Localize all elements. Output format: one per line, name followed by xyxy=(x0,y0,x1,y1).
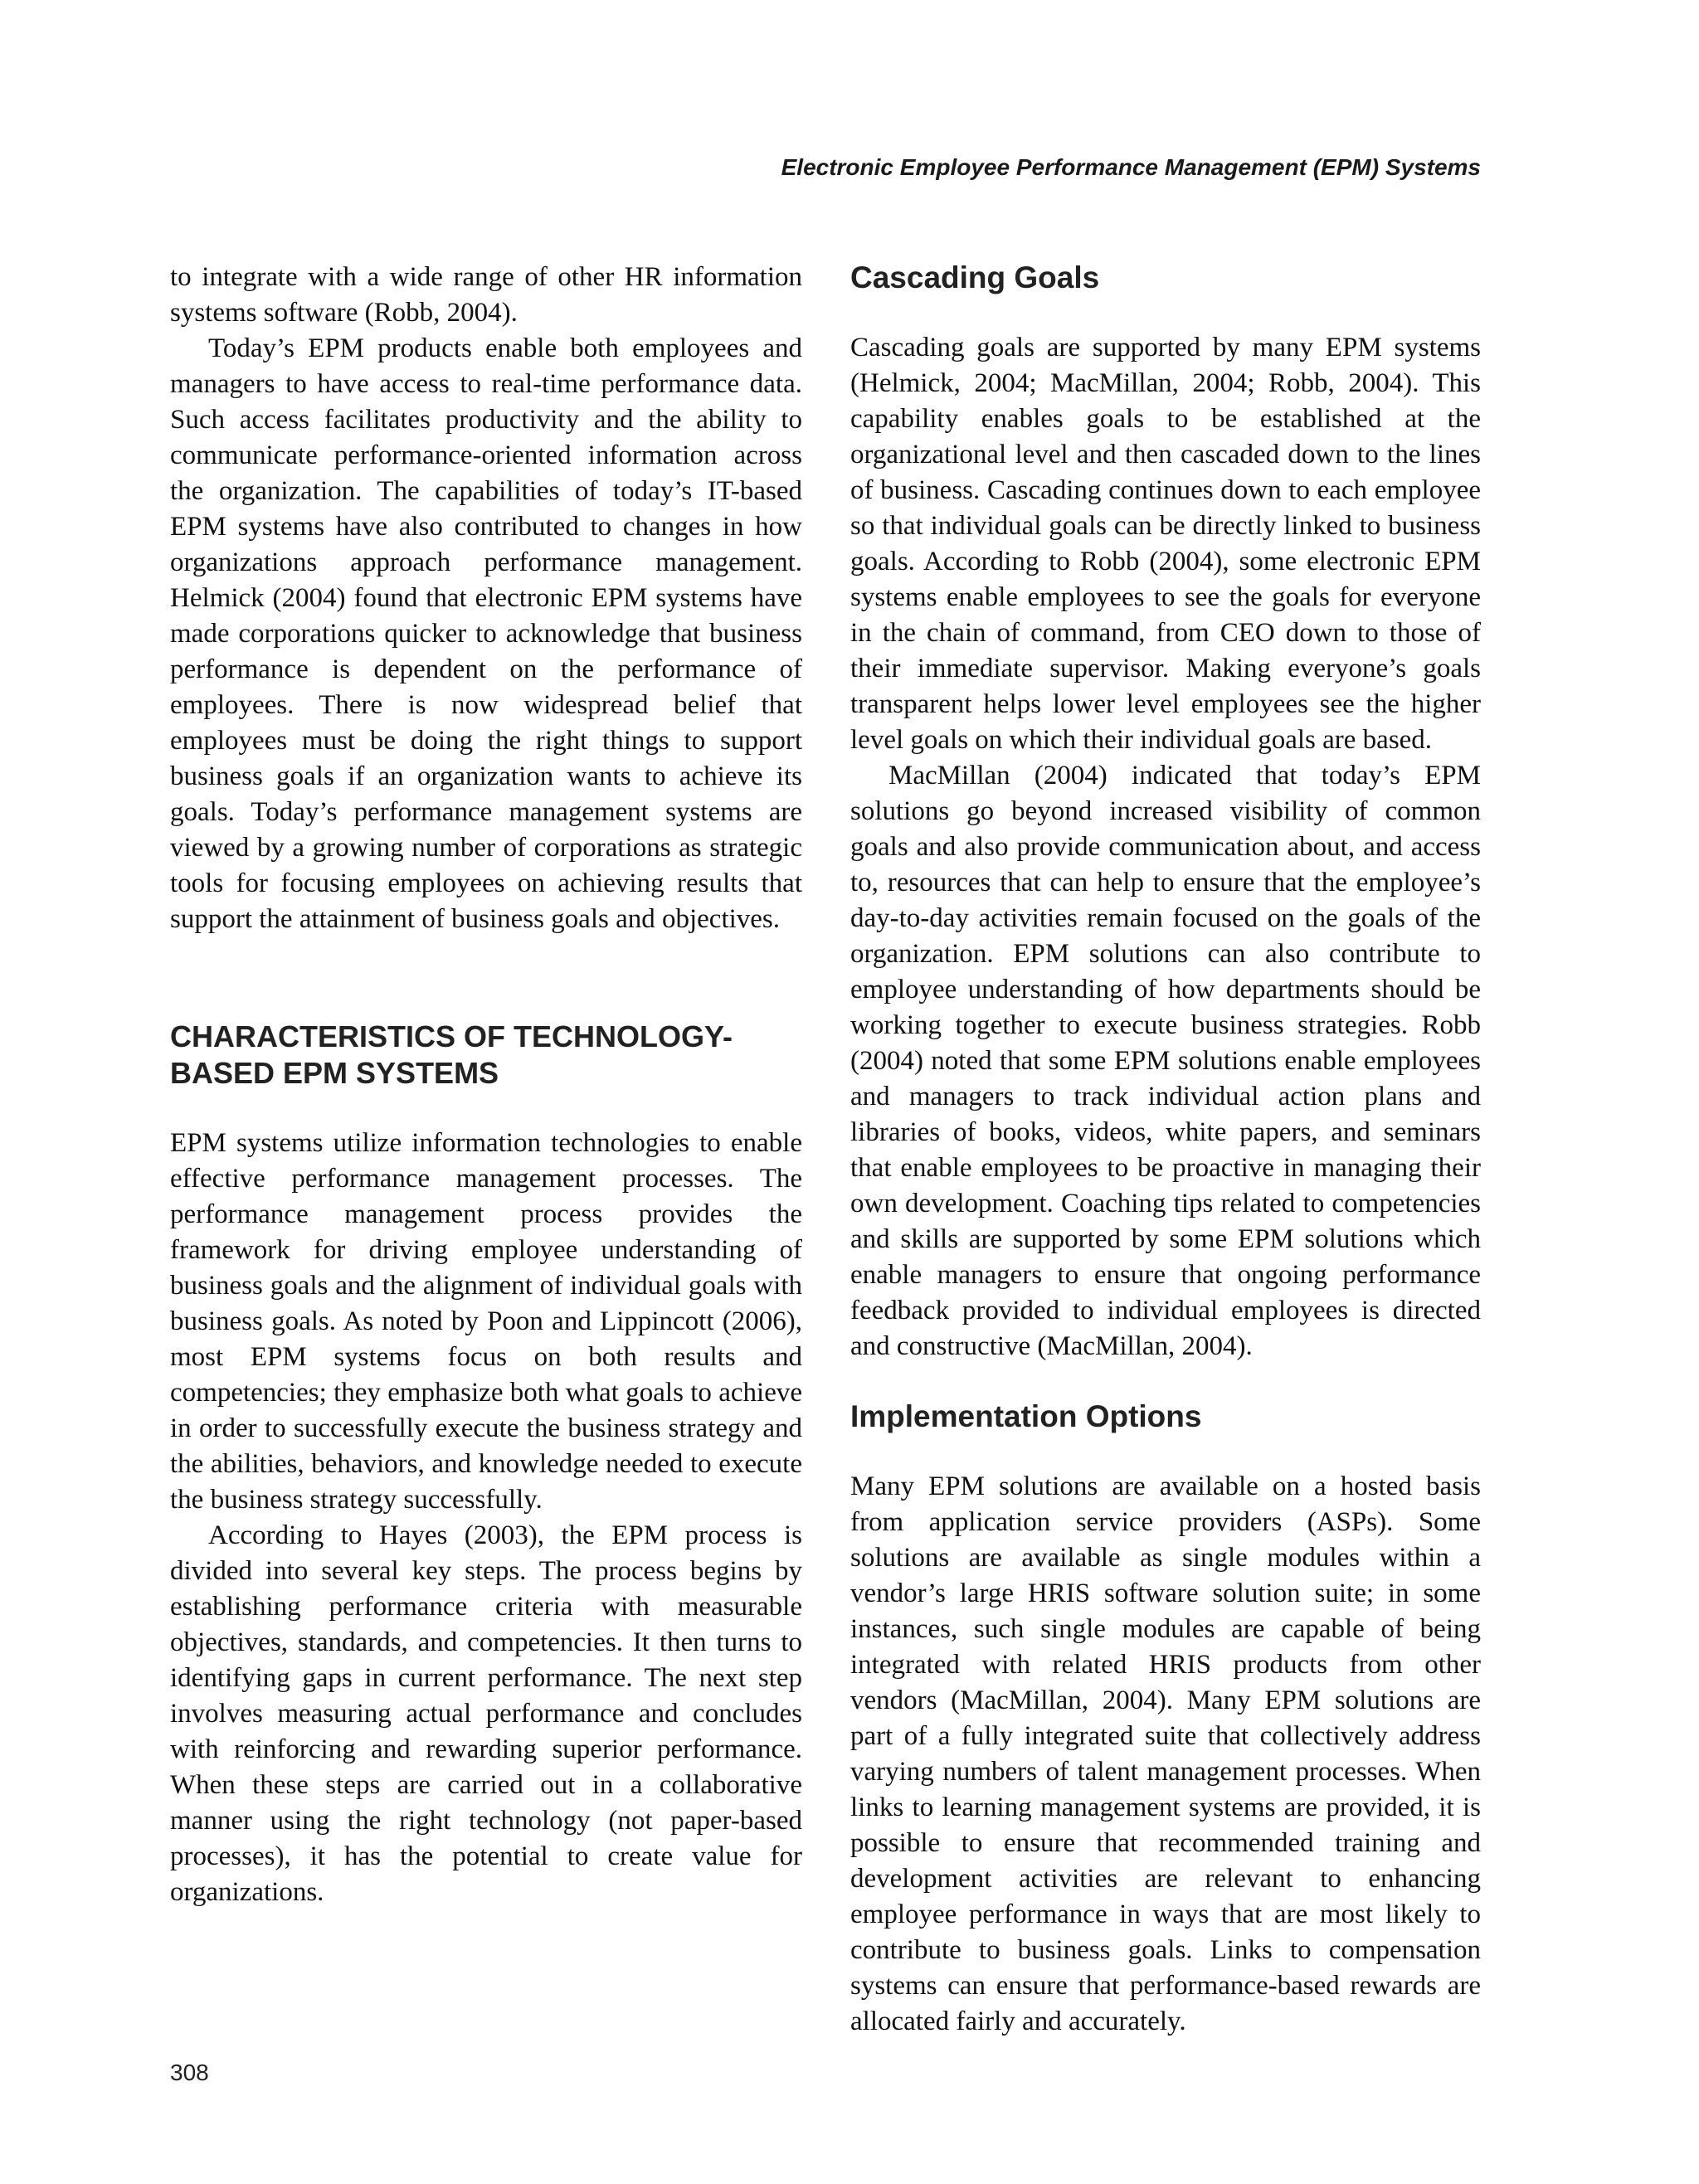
body-paragraph: Cascading goals are supported by many EPM systems (Helmick, 2004; MacMillan, 2004; Robb, 2004). This capability enables goals to be established at the organizational level and then cascaded down to the lines of business. Cascading continues down to each employee so that individual goals can be directly linked to business goals. According to Robb (2004), some electronic EPM systems enable employees to see the goals for everyone in the chain of command, from CEO down to those of their immediate supervisor. Making everyone’s goals transparent helps lower level employees see the higher level goals on which their individual goals are based. xyxy=(850,333,1481,755)
body-paragraph: According to Hayes (2003), the EPM process is divided into several key steps. The process begins by establishing performance criteria with measurable objectives, standards, and competencies. It then turns to identifying gaps in current performance. The next step involves measuring actual performance and concludes with reinforcing and rewarding superior performance. When these steps are carried out in a collaborative manner using the right technology (not paper-based processes), it has the potential to create value for organizations. xyxy=(170,1520,802,1907)
page-number: 308 xyxy=(170,2060,209,2085)
body-paragraph: Many EPM solutions are available on a hosted basis from application service providers (ASPs). Some solutions are available as single modules within a vendor’s large HRIS software solution suite; in some instances, such single modules are capable of being integrated with related HRIS products from other vendors (MacMillan, 2004). Many EPM solutions are part of a fully integrated suite that collectively address varying numbers of talent management processes. When links to learning management systems are provided, it is possible to ensure that recommended training and development activities are relevant to enhancing employee performance in ways that are most likely to contribute to business goals. Links to compensation systems can ensure that performance-based rewards are allocated fairly and accurately. xyxy=(850,1471,1481,2036)
body-paragraph: Today’s EPM products enable both employees and managers to have access to real-time performance data. Such access facilitates productivity and the ability to communicate performance-oriented information across the organization. The capabilities of today’s IT-based EPM systems have also contributed to changes in how organizations approach performance management. Helmick (2004) found that electronic EPM systems have made corporations quicker to acknowledge that business performance is dependent on the performance of employees. There is now widespread belief that employees must be doing the right things to support business goals if an organization wants to achieve its goals. Today’s performance management systems are viewed by a growing number of corporations as strategic tools for focusing employees on achieving results that support the attainment of business goals and objectives. xyxy=(170,333,802,934)
subsection-heading-implementation-options: Implementation Options xyxy=(850,1399,1202,1433)
right-column xyxy=(850,260,1481,2040)
section-heading-line: BASED EPM SYSTEMS xyxy=(170,1056,499,1090)
subsection-heading-cascading-goals: Cascading Goals xyxy=(850,260,1100,294)
body-paragraph: MacMillan (2004) indicated that today’s EPM solutions go beyond increased visibility of common goals and also provide communication about, and access to, resources that can help to ensure that the employee’s day-to-day activities remain focused on the goals of the organization. EPM solutions can also contribute to employee understanding of how departments should be working together to execute business strategies. Robb (2004) noted that some EPM solutions enable employees and managers to track individual action plans and libraries of books, videos, white papers, and seminars that enable employees to be proactive in managing their own development. Coaching tips related to competencies and skills are supported by some EPM solutions which enable managers to ensure that ongoing performance feedback provided to individual employees is directed and constructive (MacMillan, 2004). xyxy=(850,761,1481,1361)
body-paragraph: EPM systems utilize information technologies to enable effective performance management processes. The performance management process provides the framework for driving employee understanding of business goals and the alignment of individual goals with business goals. As noted by Poon and Lippincott (2006), most EPM systems focus on both results and competencies; they emphasize both what goals to achieve in order to successfully execute the business strategy and the abilities, behaviors, and knowledge needed to execute the business strategy successfully. xyxy=(170,1128,802,1515)
section-heading xyxy=(170,1019,802,1092)
section-heading-line: CHARACTERISTICS OF TECHNOLOGY- xyxy=(170,1019,733,1053)
running-header: Electronic Employee Performance Management (EPM) Systems xyxy=(781,154,1481,180)
body-paragraph: to integrate with a wide range of other HR information systems software (Robb, 2004). xyxy=(170,262,802,328)
left-column xyxy=(170,260,802,1910)
